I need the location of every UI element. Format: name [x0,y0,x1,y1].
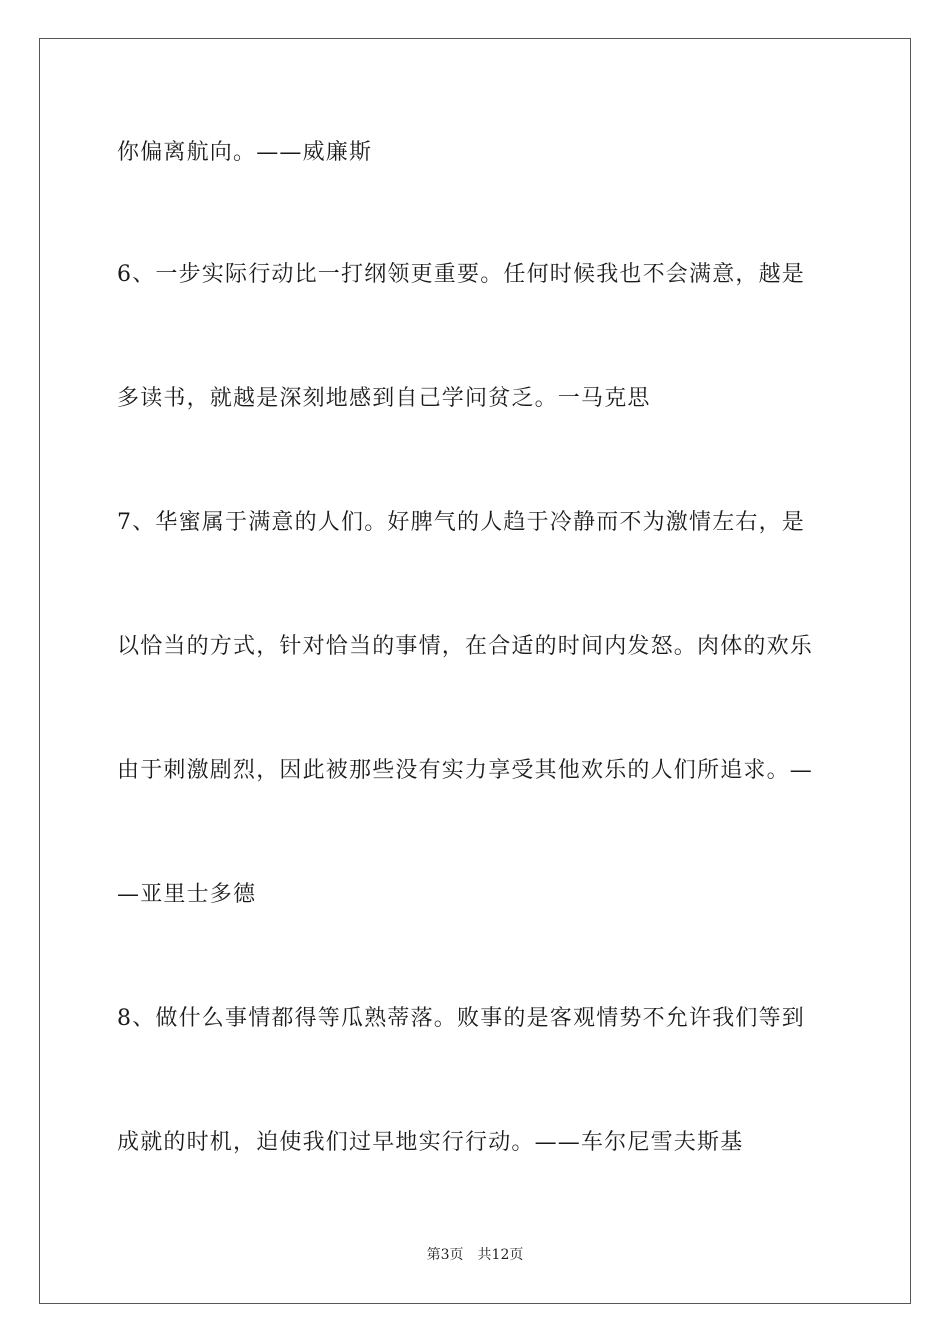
page-total: 共12页 [477,1247,524,1263]
body-text-line: 以恰当的方式，针对恰当的事情，在合适的时间内发怒。肉体的欢乐 [117,634,814,659]
body-text-line: 你偏离航向。——威廉斯 [117,140,373,165]
page-number: 第3页 [426,1247,464,1263]
body-text-line: 成就的时机，迫使我们过早地实行行动。——车尔尼雪夫斯基 [117,1130,744,1155]
body-text-line: 由于刺激剧烈，因此被那些没有实力享受其他欢乐的人们所追求。— [117,758,814,783]
body-text-line: —亚里士多德 [117,882,257,907]
body-text-line: 多读书，就越是深刻地感到自己学问贫乏。一马克思 [117,386,651,411]
body-text-line: 7、华蜜属于满意的人们。好脾气的人趋于冷静而不为激情左右，是 [117,510,805,535]
page-border [39,38,911,1304]
body-text-line: 8、做什么事情都得等瓜熟蒂落。败事的是客观情势不允许我们等到 [117,1006,805,1031]
body-text-line: 6、一步实际行动比一打纲领更重要。任何时候我也不会满意，越是 [117,262,805,287]
page-footer [0,1245,950,1265]
